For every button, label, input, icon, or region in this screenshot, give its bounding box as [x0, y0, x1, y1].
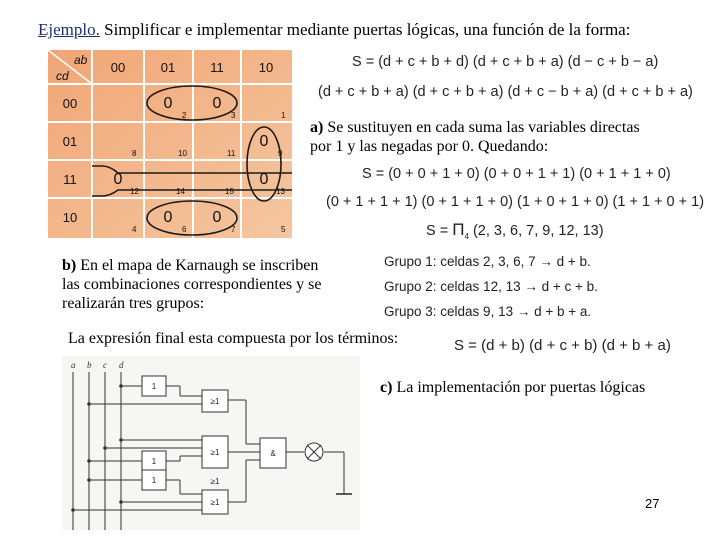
- part-a-eq-3: $S = \Pi_4$ (2, 3, 6, 7, 9, 12, 13): [426, 220, 604, 241]
- final-expression: S = (d + b) (d + c + b) (d + b + a): [454, 337, 671, 354]
- input-label: c: [103, 360, 107, 370]
- group-1: Grupo 1: celdas 2, 3, 6, 7 → d + b.: [384, 254, 591, 269]
- row-header: 11: [63, 172, 77, 187]
- gate-label: 1: [151, 457, 157, 466]
- corner-bottom-label: cd: [56, 69, 69, 83]
- page-number: 27: [645, 496, 660, 511]
- row-header: 00: [62, 96, 78, 111]
- cell-number: 14: [176, 187, 185, 196]
- cell-value: 0: [113, 171, 123, 188]
- part-b-label: b): [62, 257, 77, 274]
- cell-number: 2: [182, 111, 187, 120]
- cell-number: 11: [227, 149, 236, 158]
- gate-label: ≥1: [210, 477, 220, 486]
- group-3: Grupo 3: celdas 9, 13 → d + b + a.: [384, 304, 592, 319]
- row-header: 01: [62, 134, 78, 149]
- row-header: 10: [62, 210, 78, 225]
- col-header: 01: [160, 60, 176, 75]
- col-header: 11: [210, 60, 224, 75]
- cell-number: 5: [281, 225, 286, 234]
- cell-value: 0: [212, 95, 222, 112]
- cell-number: 1: [281, 111, 286, 120]
- cell-number: 13: [276, 187, 285, 196]
- cell-number: 10: [178, 149, 187, 158]
- cell-number: 15: [225, 187, 234, 196]
- cell-number: 9: [278, 149, 283, 158]
- formula-line-1: S = (d + c + b + d) (d + c + b + a) (d − c + b − a): [352, 54, 659, 70]
- formula-line-2: (d + c + b + a) (d + c + b + a) (d + c − b + a) (d + c + b + a): [318, 84, 693, 100]
- gate-label: 1: [151, 476, 157, 485]
- gate-label: ≥1: [210, 498, 220, 507]
- part-a-label: a): [310, 119, 324, 136]
- cell-value: 0: [212, 209, 222, 226]
- gate-label: ≥1: [210, 448, 220, 457]
- input-label: b: [87, 360, 92, 370]
- input-label: d: [119, 360, 124, 370]
- gate-label: ≥1: [210, 397, 220, 406]
- gate-label: 1: [151, 382, 157, 391]
- title-label: Ejemplo.: [38, 20, 100, 39]
- col-header: 10: [258, 60, 274, 75]
- cell-number: 8: [132, 149, 137, 158]
- title-text: Simplificar e implementar mediante puertas lógicas, una función de la forma:: [104, 20, 631, 39]
- part-a-text: a) Se sustituyen en cada suma las variables directas por 1 y las negadas por 0. Quedando:: [310, 119, 640, 155]
- logic-circuit: [62, 356, 360, 530]
- part-c-text: c) La implementación por puertas lógicas: [380, 379, 646, 396]
- final-text: La expresión final esta compuesta por los términos:: [68, 330, 399, 347]
- part-c-label: c): [380, 379, 393, 396]
- gate-label: &: [270, 449, 276, 458]
- cell-value: 0: [163, 95, 173, 112]
- cell-number: 6: [182, 225, 187, 234]
- cell-number: 3: [231, 111, 236, 120]
- cell-number: 12: [130, 187, 139, 196]
- part-a-eq-2: (0 + 1 + 1 + 1) (0 + 1 + 1 + 0) (1 + 0 + 1 + 0) (1 + 1 + 0 + 1): [326, 194, 705, 210]
- page-title: [38, 20, 630, 40]
- cell-number: 4: [132, 225, 137, 234]
- group-2: Grupo 2: celdas 12, 13 → d + c + b.: [384, 279, 598, 294]
- cell-value: 0: [259, 133, 269, 150]
- part-b-text: b) En el mapa de Karnaugh se inscriben las combinaciones correspondientes y se realizarán tres grupos:: [62, 257, 322, 312]
- col-header: 00: [110, 60, 126, 75]
- cell-value: 0: [259, 171, 269, 188]
- input-label: a: [71, 360, 76, 370]
- part-a-eq-1: S = (0 + 0 + 1 + 0) (0 + 0 + 1 + 1) (0 + 1 + 1 + 0): [362, 166, 671, 182]
- corner-top-label: ab: [74, 53, 88, 67]
- karnaugh-map: [48, 50, 292, 238]
- cell-number: 7: [231, 225, 236, 234]
- cell-value: 0: [163, 209, 173, 226]
